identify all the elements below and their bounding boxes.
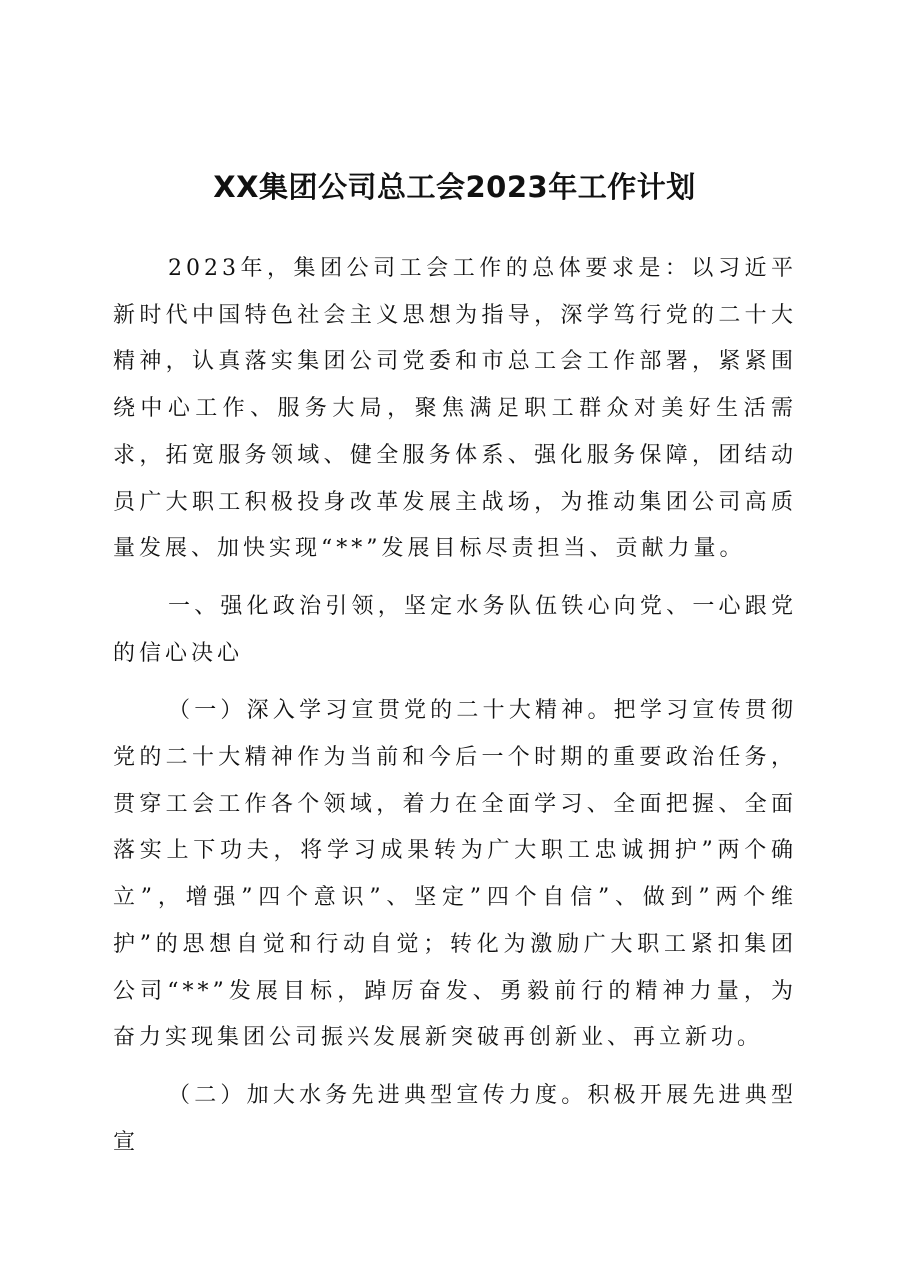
paragraph-intro: 2023年，集团公司工会工作的总体要求是：以习近平新时代中国特色社会主义思想为指导，深学笃行党的二十大精神，认真落实集团公司党委和市总工会工作部署，紧紧围绕中心工作、服务大局，聚焦满足职工群众对美好生活需求，拓宽服务领域、健全服务体系、强化服务保障，团结动员广大职工积极投身改革发展主战场，为推动集团公司高质量发展、加快实现“**”发展目标尽责担当、贡献力量。	[113, 256, 797, 562]
paragraph-subsection-2: （二）加大水务先进典型宣传力度。积极开展先进典型宣	[113, 1082, 797, 1155]
section-heading-1: 一、强化政治引领，坚定水务队伍铁心向党、一心跟党的信心决心	[113, 593, 797, 666]
document-title: XX集团公司总工会2023年工作计划	[213, 170, 696, 204]
paragraph-subsection-1: （一）深入学习宣贯党的二十大精神。把学习宣传贯彻党的二十大精神作为当前和今后一个时期的重要政治任务，贯穿工会工作各个领域，着力在全面学习、全面把握、全面落实上下功夫，将学习成果转为广大职工忠诚拥护”两个确立”，增强”四个意识”、坚定”四个自信”、做到”两个维护”的思想自觉和行动自觉；转化为激励广大职工紧扣集团公司“**”发展目标，踔厉奋发、勇毅前行的精神力量，为奋力实现集团公司振兴发展新突破再创新业、再立新功。	[113, 698, 797, 1051]
document-body	[113, 246, 797, 1166]
